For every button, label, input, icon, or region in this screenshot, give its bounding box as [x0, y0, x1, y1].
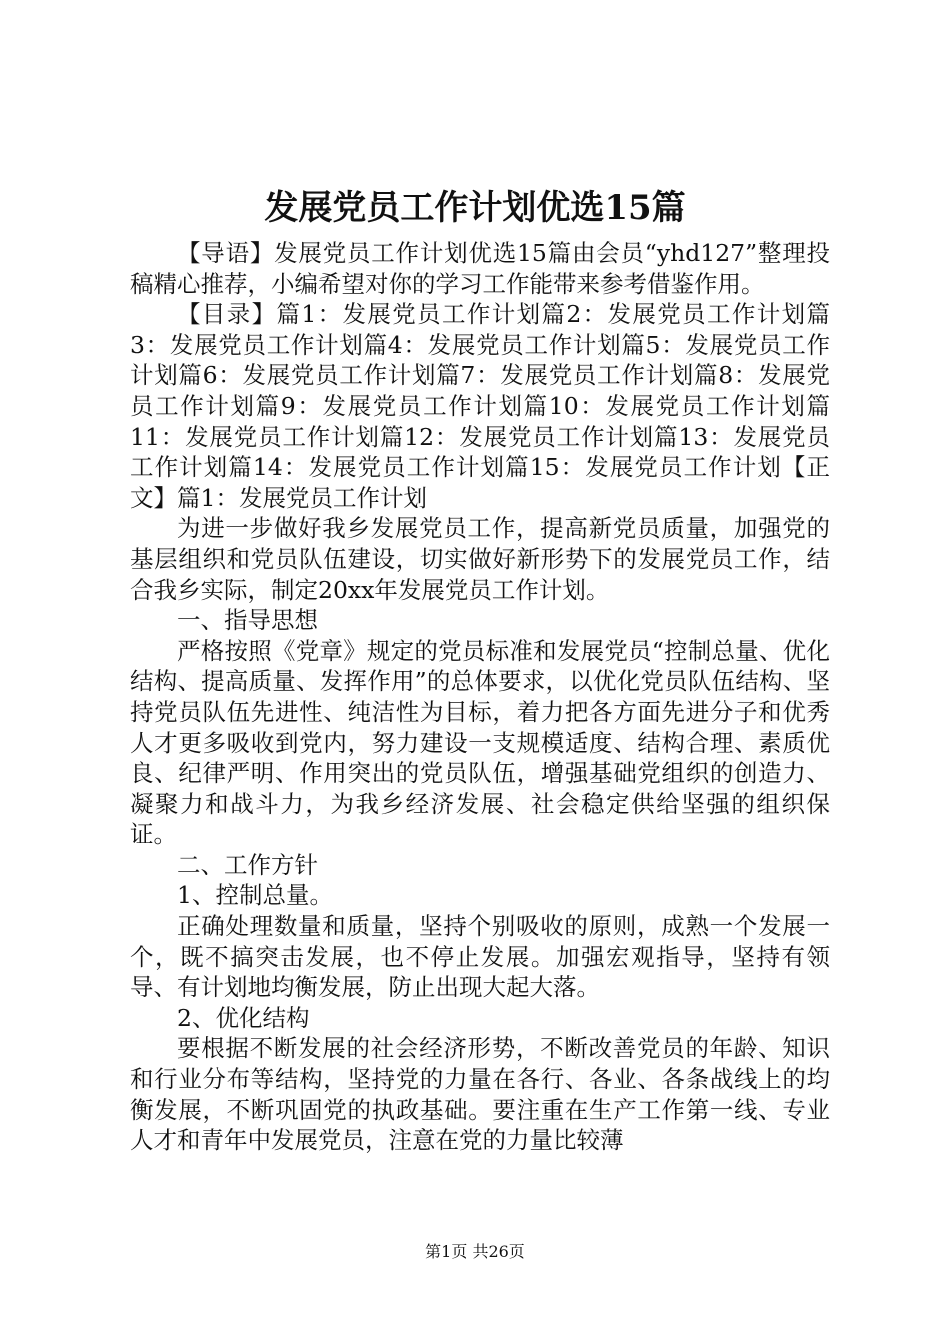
document-body: [130, 238, 830, 1156]
paragraph-toc: 【目录】篇1：发展党员工作计划篇2：发展党员工作计划篇3：发展党员工作计划篇4：发展党员工作计划篇5：发展党员工作计划篇6：发展党员工作计划篇7：发展党员工作计划篇8：发展党员工作计划篇9：发展党员工作计划篇10：发展党员工作计划篇11：发展党员工作计划篇12：发展党员工作计划篇13：发展党员工作计划篇14：发展党员工作计划篇15：发展党员工作计划【正文】篇1：发展党员工作计划: [130, 300, 830, 512]
subheading-control-total: 1、控制总量。: [177, 881, 333, 910]
paragraph-guiding-thought: 严格按照《党章》规定的党员标准和发展党员“控制总量、优化结构、提高质量、发挥作用”的总体要求，以优化党员队伍结构、坚持党员队伍先进性、纯洁性为目标，着力把各方面先进分子和优秀人才更多吸收到党内，努力建设一支规模适度、结构合理、素质优良、纪律严明、作用突出的党员队伍，增强基础党组织的创造力、凝聚力和战斗力，为我乡经济发展、社会稳定供给坚强的组织保证。: [130, 636, 830, 849]
paragraph-optimize-structure: 要根据不断发展的社会经济形势，不断改善党员的年龄、知识和行业分布等结构，坚持党的力量在各行、各业、各条战线上的均衡发展，不断巩固党的执政基础。要注重在生产工作第一线、专业人才和青年中发展党员，注意在党的力量比较薄: [130, 1034, 830, 1155]
paragraph-intro: 【导语】发展党员工作计划优选15篇由会员“yhd127”整理投稿精心推荐，小编希望对你的学习工作能带来参考借鉴作用。: [130, 239, 830, 298]
page-footer: 第1页 共26页: [425, 1242, 525, 1261]
document-title: 发展党员工作计划优选15篇: [264, 188, 686, 228]
paragraph-opening: 为进一步做好我乡发展党员工作，提高新党员质量，加强党的基层组织和党员队伍建设，切实做好新形势下的发展党员工作，结合我乡实际，制定20xx年发展党员工作计划。: [130, 514, 830, 604]
heading-work-policy: 二、工作方针: [177, 850, 318, 879]
subheading-optimize-structure: 2、优化结构: [177, 1003, 310, 1032]
heading-guiding-thought: 一、指导思想: [177, 606, 318, 635]
paragraph-control-total: 正确处理数量和质量，坚持个别吸收的原则，成熟一个发展一个，既不搞突击发展，也不停止发展。加强宏观指导，坚持有领导、有计划地均衡发展，防止出现大起大落。: [130, 912, 830, 1002]
